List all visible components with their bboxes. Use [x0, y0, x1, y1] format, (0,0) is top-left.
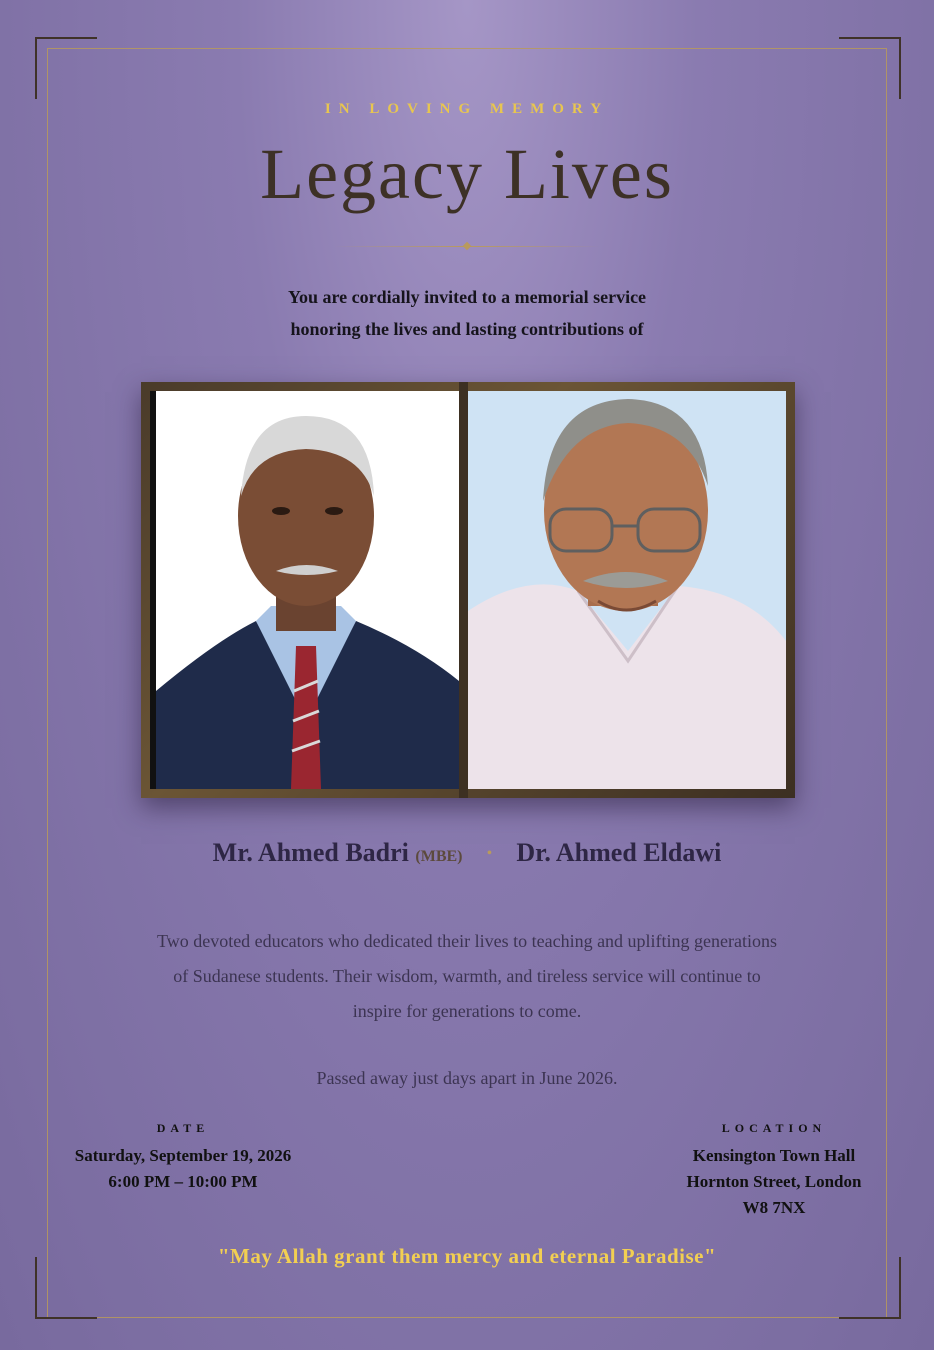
- honoree-left-suffix: (MBE): [415, 848, 463, 865]
- corner-ornament-top-left: [35, 37, 97, 99]
- invitation-line-2: honoring the lives and lasting contributions of: [290, 319, 644, 339]
- location-postcode: W8 7NX: [742, 1198, 806, 1217]
- honoree-left-name: Mr. Ahmed Badri: [212, 838, 409, 867]
- date-time: 6:00 PM – 10:00 PM: [108, 1172, 258, 1191]
- photo-divider: [459, 382, 468, 798]
- page-title: Legacy Lives: [260, 134, 674, 214]
- location-label: LOCATION: [721, 1121, 827, 1135]
- passed-away-note: Passed away just days apart in June 2026.: [316, 1068, 618, 1088]
- invitation-line-1: You are cordially invited to a memorial service: [287, 287, 647, 307]
- closing-quote: "May Allah grant them mercy and eternal Paradise": [217, 1244, 717, 1268]
- tribute-line-1: Two devoted educators who dedicated their lives to teaching and uplifting generations: [156, 931, 778, 951]
- invitation-text: [0, 281, 934, 345]
- names-separator-icon: •: [487, 846, 492, 861]
- location-venue: Kensington Town Hall: [692, 1146, 856, 1165]
- date-day: Saturday, September 19, 2026: [74, 1146, 292, 1165]
- tribute-line-2: of Sudanese students. Their wisdom, warmth, and tireless service will continue to: [173, 966, 761, 986]
- honoree-right-name: Dr. Ahmed Eldawi: [516, 838, 722, 867]
- portrait-ahmed-eldawi: [468, 391, 786, 789]
- overline-text: IN LOVING MEMORY: [324, 101, 610, 117]
- location-street: Hornton Street, London: [686, 1172, 862, 1191]
- date-label: DATE: [156, 1121, 210, 1135]
- date-block: [60, 1121, 306, 1195]
- tribute-paragraph: [0, 924, 934, 1029]
- portrait-ahmed-badri: [150, 391, 459, 789]
- corner-ornament-top-right: [839, 37, 901, 99]
- photo-frame: [141, 382, 795, 798]
- location-block: [660, 1121, 888, 1221]
- honoree-names: [0, 838, 934, 868]
- tribute-line-3: inspire for generations to come.: [352, 1001, 582, 1021]
